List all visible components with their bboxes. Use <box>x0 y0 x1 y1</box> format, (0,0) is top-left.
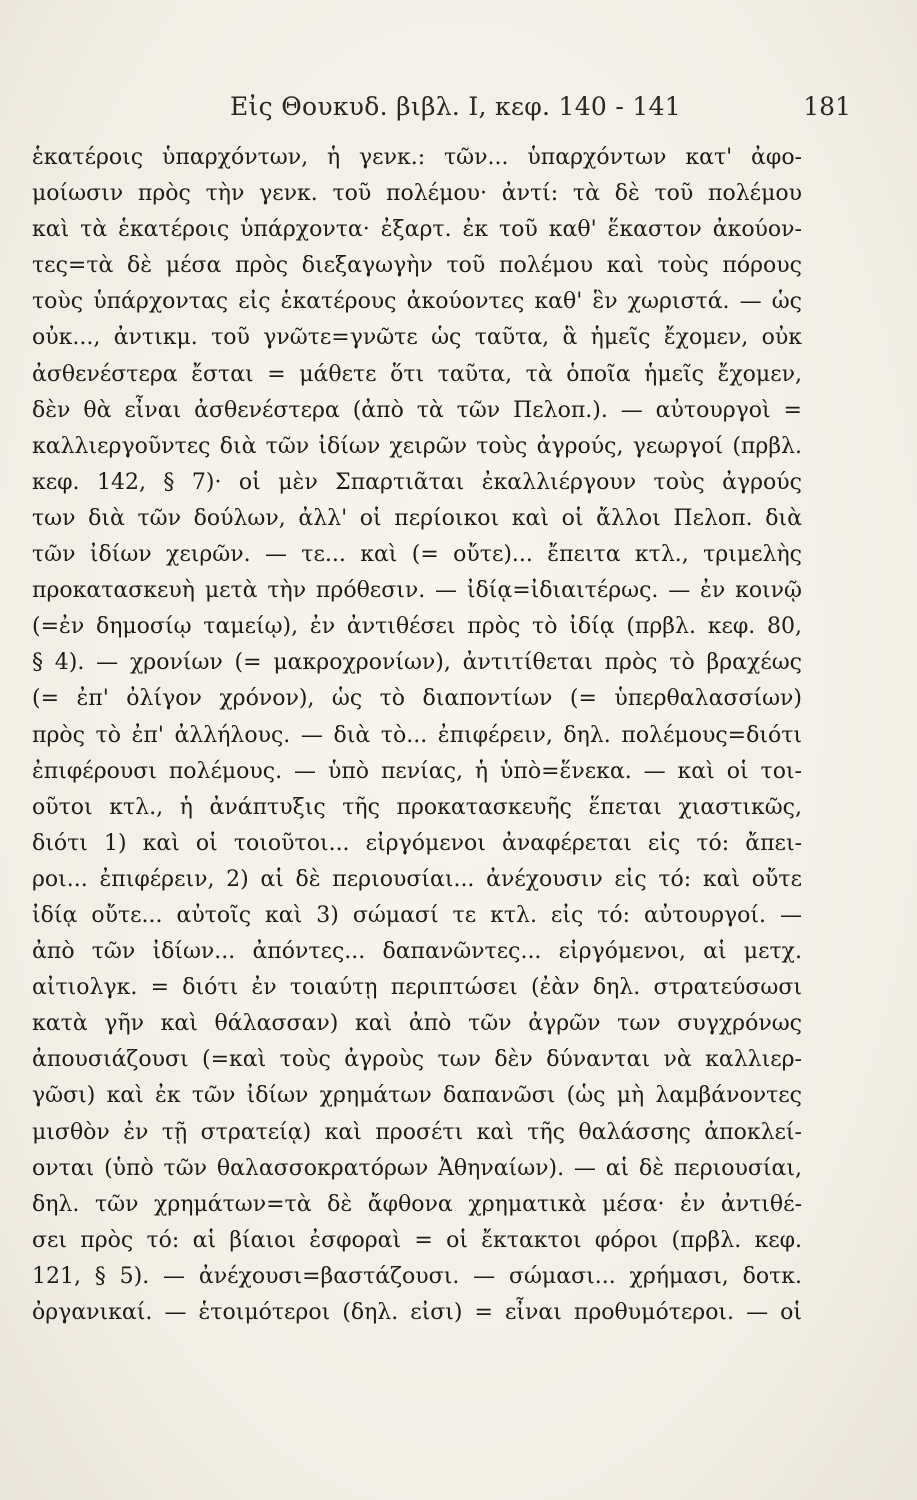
text-line: δὲν θὰ εἶναι ἀσθενέστερα (ἀπὸ τὰ τῶν Πελοπ.). — αὐτουργοὶ = <box>32 397 802 423</box>
commentary-text <box>32 140 802 1331</box>
page-header <box>60 92 851 126</box>
text-line: κεφ. 142, § 7)· οἱ μὲν Σπαρτιᾶται ἐκαλλιέργουν τοὺς ἀγρούς <box>32 469 802 495</box>
text-line: πρὸς τὸ ἐπ' ἀλλήλους. — διὰ τὸ... ἐπιφέρειν, δηλ. πολέμους=διότι <box>32 722 802 748</box>
text-line: 121, § 5). — ἀνέχουσι=βαστάζουσι. — σώμασι... χρήμασι, δοτκ. <box>32 1263 802 1289</box>
text-line: τοὺς ὑπάρχοντας εἰς ἑκατέρους ἀκούοντες καθ' ἓν χωριστά. — ὡς <box>32 289 802 315</box>
text-line: οῦτοι κτλ., ἡ ἀνάπτυξις τῆς προκατασκευῆς ἕπεται χιαστικῶς, <box>32 794 802 820</box>
text-line: σει πρὸς τό: αἱ βίαιοι ἐσφοραὶ = οἱ ἔκτακτοι φόροι (πρβλ. κεφ. <box>32 1227 802 1253</box>
text-line: διότι 1) καὶ οἱ τοιοῦτοι... εἰργόμενοι ἀναφέρεται εἰς τό: ἄπει- <box>32 830 802 856</box>
text-line: τῶν ἰδίων χειρῶν. — τε... καὶ (= οὔτε)... ἔπειτα κτλ., τριμελὴς <box>32 542 802 568</box>
text-line: καλλιεργοῦντες διὰ τῶν ἰδίων χειρῶν τοὺς ἀγρούς, γεωργοί (πρβλ. <box>32 433 802 459</box>
text-line: ἀπουσιάζουσι (=καὶ τοὺς ἀγροὺς των δὲν δύνανται νὰ καλλιερ- <box>32 1047 802 1073</box>
text-line: (=ἐν δημοσίῳ ταμείῳ), ἐν ἀντιθέσει πρὸς τὸ ἰδίᾳ (πρβλ. κεφ. 80, <box>32 614 802 640</box>
text-line: οὐκ..., ἀντικμ. τοῦ γνῶτε=γνῶτε ὡς ταῦτα, ἃ ἡμεῖς ἔχομεν, οὐκ <box>32 325 802 351</box>
text-line: γῶσι) καὶ ἐκ τῶν ἰδίων χρημάτων δαπανῶσι (ὡς μὴ λαμβάνοντες <box>32 1083 802 1109</box>
text-line: ἰδίᾳ οὔτε... αὐτοῖς καὶ 3) σώμασί τε κτλ. εἰς τό: αὐτουργοί. — <box>32 902 802 928</box>
text-line: § 4). — χρονίων (= μακροχρονίων), ἀντιτίθεται πρὸς τὸ βραχέως <box>32 650 802 676</box>
page-number: 181 <box>803 92 851 121</box>
text-line: των διὰ τῶν δούλων, ἀλλ' οἱ περίοικοι καὶ οἱ ἄλλοι Πελοπ. διὰ <box>32 505 802 531</box>
text-line: ἀσθενέστερα ἔσται = μάθετε ὅτι ταῦτα, τὰ ὁποῖα ἡμεῖς ἔχομεν, <box>32 361 802 387</box>
text-line: (= ἐπ' ὀλίγον χρόνον), ὡς τὸ διαποντίων (= ὑπερθαλασσίων) <box>32 686 802 712</box>
text-line: ἐπιφέρουσι πολέμους. — ὑπὸ πενίας, ἡ ὑπὸ=ἕνεκα. — καὶ οἱ τοι- <box>32 758 802 784</box>
text-line: ονται (ὑπὸ τῶν θαλασσοκρατόρων Ἀθηναίων). — αἱ δὲ περιουσίαι, <box>32 1155 802 1181</box>
running-title: Εἰς Θουκυδ. βιβλ. Ι, κεφ. 140 - 141 <box>230 92 681 121</box>
text-line: αἰτιολγκ. = διότι ἐν τοιαύτῃ περιπτώσει (ἐὰν δηλ. στρατεύσωσι <box>32 975 802 1001</box>
text-line: ἑκατέροις ὑπαρχόντων, ἡ γενκ.: τῶν... ὑπαρχόντων κατ' ἀφο- <box>32 145 802 170</box>
text-line: καὶ τὰ ἑκατέροις ὑπάρχοντα· ἐξαρτ. ἐκ τοῦ καθ' ἕκαστον ἀκούον- <box>32 217 802 243</box>
text-line: μισθὸν ἐν τῇ στρατείᾳ) καὶ προσέτι καὶ τῆς θαλάσσης ἀποκλεί- <box>32 1119 802 1145</box>
text-line: δηλ. τῶν χρημάτων=τὰ δὲ ἄφθονα χρηματικὰ μέσα· ἐν ἀντιθέ- <box>32 1191 802 1217</box>
text-line: προκατασκευὴ μετὰ τὴν πρόθεσιν. — ἰδίᾳ=ἰδιαιτέρως. — ἐν κοινῷ <box>32 578 802 604</box>
text-line: ὀργανικαί. — ἑτοιμότεροι (δηλ. εἰσι) = εἶναι προθυμότεροι. — οἱ <box>32 1300 802 1325</box>
text-line: μοίωσιν πρὸς τὴν γενκ. τοῦ πολέμου· ἀντί: τὰ δὲ τοῦ πολέμου <box>32 181 802 207</box>
text-line: ἀπὸ τῶν ἰδίων... ἀπόντες... δαπανῶντες... εἰργόμενοι, αἱ μετχ. <box>32 939 802 965</box>
text-line: τες=τὰ δὲ μέσα πρὸς διεξαγωγὴν τοῦ πολέμου καὶ τοὺς πόρους <box>32 253 802 279</box>
text-line: ροι... ἐπιφέρειν, 2) αἱ δὲ περιουσίαι... ἀνέχουσιν εἰς τό: καὶ οὔτε <box>32 866 802 892</box>
text-line: κατὰ γῆν καὶ θάλασσαν) καὶ ἀπὸ τῶν ἀγρῶν των συγχρόνως <box>32 1011 802 1037</box>
